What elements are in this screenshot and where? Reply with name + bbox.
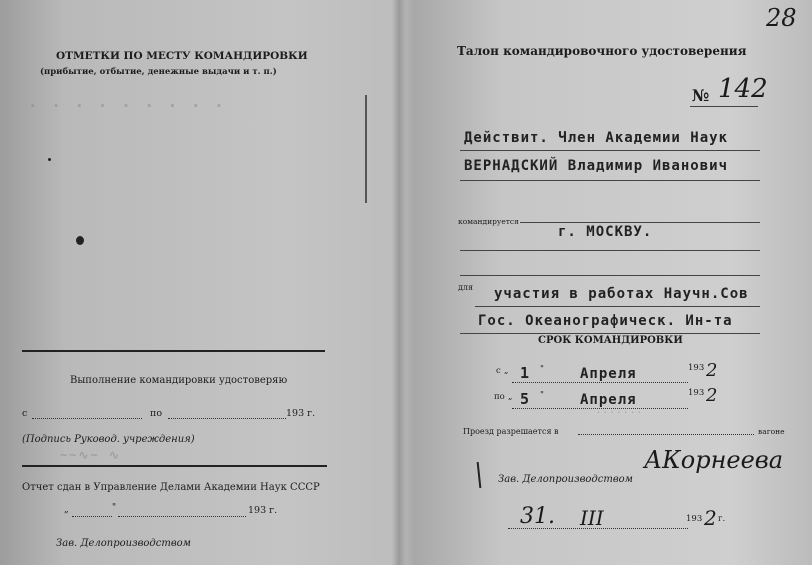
- term-to-day: 5: [520, 390, 531, 408]
- certificate-number: 142: [718, 74, 768, 104]
- right-title: Талон командировочного удостоверения: [457, 44, 747, 58]
- left-title: ОТМЕТКИ ПО МЕСТУ КОМАНДИРОВКИ: [56, 50, 308, 62]
- term-to-quote-close: ": [540, 390, 544, 400]
- purpose-rule2: [460, 333, 760, 334]
- signature-caption: (Подпись Руковод. учреждения): [22, 434, 195, 445]
- purpose-rule1: [475, 306, 760, 307]
- corner-handwritten-mark: 28: [766, 4, 797, 32]
- person-name-line: ВЕРНАДСКИЙ Владимир Иванович: [464, 158, 729, 174]
- person-line1-rule: [460, 150, 760, 151]
- term-from-year-digit: 2: [706, 360, 718, 381]
- section-divider-top: [22, 350, 325, 352]
- left-subtitle: (прибытие, отбытие, денежные выдачи и т. п.): [40, 67, 277, 77]
- term-from-quote-open: „: [504, 366, 509, 376]
- page-fold: [392, 0, 406, 565]
- right-clerk-caption: Зав. Делопроизводством: [498, 474, 633, 485]
- left-clerk-caption: Зав. Делопроизводством: [56, 538, 191, 549]
- number-underline: [690, 106, 758, 107]
- term-to-year-digit: 2: [706, 385, 718, 406]
- purpose-line2: Гос. Океанографическ. Ин-та: [478, 313, 733, 329]
- term-from-line: [512, 382, 688, 383]
- ink-blot: [76, 236, 84, 245]
- travel-label: Проезд разрешается в: [463, 427, 559, 436]
- report-quote-close: ": [112, 503, 117, 513]
- travel-line: [578, 434, 754, 435]
- purpose-label: для: [458, 283, 474, 292]
- report-quote-open: „: [64, 505, 69, 515]
- number-sign: №: [692, 86, 710, 105]
- period-to-prefix: по: [150, 408, 163, 419]
- term-from-month: Апреля: [580, 366, 637, 382]
- term-to-quote-open: „: [508, 392, 513, 402]
- faded-stamp-text: · · · · · · · · ·: [28, 96, 226, 115]
- person-title-line: Действит. Член Академии Наук: [464, 130, 729, 146]
- certify-heading: Выполнение командировки удостоверяю: [70, 375, 288, 386]
- term-from-prefix: с: [496, 366, 501, 376]
- destination-rule: [460, 250, 760, 251]
- term-heading: СРОК КОМАНДИРОВКИ: [538, 335, 683, 346]
- issue-date-year-suffix: г.: [718, 514, 726, 524]
- period-from-line: [32, 418, 142, 419]
- issue-date-line: [508, 528, 688, 529]
- sent-label: командируется: [458, 217, 519, 226]
- term-to-month: Апреля: [580, 392, 637, 408]
- report-day-line: [72, 516, 112, 517]
- left-margin-mark: [365, 95, 367, 203]
- handwritten-stroke: [477, 462, 482, 488]
- period-year: 193 г.: [286, 408, 316, 419]
- term-from-quote-close: ": [540, 364, 544, 374]
- term-from-day: 1: [520, 364, 531, 382]
- period-to-line: [168, 418, 286, 419]
- destination-value: г. МОСКВУ.: [558, 224, 653, 240]
- blank-rule: [460, 275, 760, 276]
- report-month-line: [118, 516, 246, 517]
- issue-date-year-digit: 2: [704, 506, 717, 530]
- clerk-signature: АКорнеева: [644, 446, 784, 474]
- report-line: Отчет сдан в Управление Делами Академии Наук СССР: [22, 482, 320, 493]
- ink-speck: [48, 158, 51, 161]
- term-to-prefix: по: [494, 392, 505, 402]
- issue-date-year-prefix: 193: [686, 514, 703, 524]
- term-from-year-prefix: 193: [688, 363, 705, 373]
- faded-stamp-fragment: ·······: [596, 408, 644, 417]
- period-from-prefix: с: [22, 408, 28, 419]
- term-to-year-prefix: 193: [688, 388, 705, 398]
- sent-rule: [520, 222, 760, 223]
- travel-suffix: вагоне: [758, 427, 785, 436]
- purpose-line1: участия в работах Научн.Сов: [494, 286, 749, 302]
- report-year: 193 г.: [248, 505, 278, 516]
- person-line2-rule: [460, 180, 760, 181]
- issue-date-month: III: [580, 506, 604, 530]
- faded-signature: ~~∿~ ∿: [60, 448, 122, 462]
- section-divider-bottom: [22, 465, 327, 467]
- issue-date-day: 31.: [520, 504, 555, 529]
